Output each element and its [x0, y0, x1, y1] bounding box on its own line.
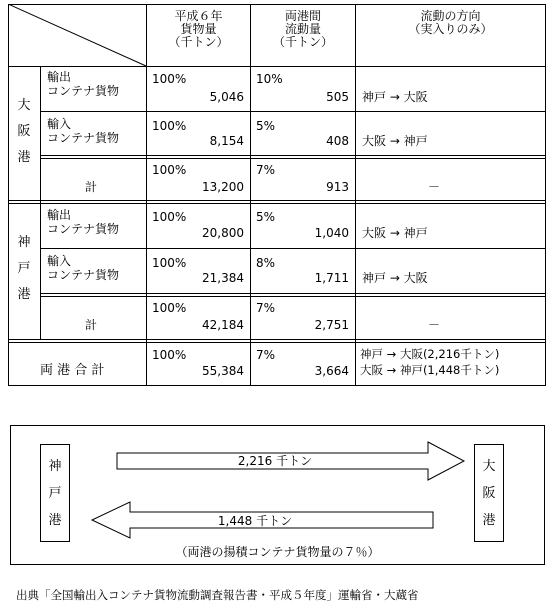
- row-label-total: 計: [85, 180, 98, 194]
- port-name-osaka: 大 阪 港: [17, 98, 31, 165]
- row-label: 輸入 コンテナ貨物: [47, 254, 120, 282]
- flow-value: 1,711: [314, 271, 349, 285]
- row-label: 輸出 コンテナ貨物: [47, 208, 120, 236]
- vol-value: 20,800: [202, 226, 244, 240]
- port-name-kobe: 神 戸 港: [17, 235, 31, 302]
- port-label-kobe: 神 戸 港: [48, 459, 62, 528]
- direction: －: [428, 180, 441, 194]
- flow-pct: 5%: [256, 210, 276, 224]
- header-flow: 両港間 流動量 （千トン）: [272, 9, 333, 49]
- vol-value: 55,384: [202, 364, 244, 378]
- source-note: 出典「全国輸出入コンテナ貨物流動調査報告書・平成５年度」運輸省・大蔵省: [16, 588, 419, 602]
- flow-value: 408: [326, 134, 349, 148]
- direction: 大阪 → 神戸: [362, 134, 428, 148]
- flow-value: 3,664: [314, 364, 349, 378]
- vol-pct: 100%: [152, 72, 187, 86]
- direction: 神戸 → 大阪: [362, 271, 428, 285]
- diagram-caption: （両港の揚積コンテナ貨物量の７％）: [175, 545, 380, 559]
- flow-pct: 5%: [256, 119, 276, 133]
- row-label: 輸入 コンテナ貨物: [47, 117, 120, 145]
- arrow-right-label: 2,216 千トン: [237, 454, 313, 468]
- vol-value: 5,046: [209, 90, 244, 104]
- vol-value: 8,154: [209, 134, 244, 148]
- arrow-left-label: 1,448 千トン: [217, 514, 293, 528]
- flow-pct: 7%: [256, 348, 276, 362]
- row-label-total: 計: [85, 318, 98, 332]
- grand-total-label: 両 港 合 計: [40, 363, 105, 378]
- flow-pct: 7%: [256, 163, 276, 177]
- direction-total-1: 神戸 → 大阪(2,216千トン): [360, 347, 500, 361]
- flow-value: 505: [326, 90, 349, 104]
- vol-pct: 100%: [152, 210, 187, 224]
- flow-value: 913: [326, 180, 349, 194]
- flow-pct: 10%: [256, 72, 283, 86]
- row-label: 輸出 コンテナ貨物: [47, 70, 120, 98]
- direction: 神戸 → 大阪: [362, 90, 428, 104]
- header-direction: 流動の方向 （実入りのみ）: [408, 9, 493, 36]
- flow-pct: 7%: [256, 301, 276, 315]
- direction: 大阪 → 神戸: [362, 226, 428, 240]
- direction-total-2: 大阪 → 神戸(1,448千トン): [360, 363, 500, 377]
- direction: －: [428, 318, 441, 332]
- flow-value: 2,751: [314, 318, 349, 332]
- vol-pct: 100%: [152, 301, 187, 315]
- vol-value: 13,200: [202, 180, 244, 194]
- header-volume: 平成６年 貨物量 （千トン）: [168, 9, 229, 49]
- vol-pct: 100%: [152, 119, 187, 133]
- flow-value: 1,040: [314, 226, 349, 240]
- vol-value: 42,184: [202, 318, 244, 332]
- vol-value: 21,384: [202, 271, 244, 285]
- flow-pct: 8%: [256, 256, 276, 270]
- vol-pct: 100%: [152, 256, 187, 270]
- vol-pct: 100%: [152, 163, 187, 177]
- vol-pct: 100%: [152, 348, 187, 362]
- port-label-osaka: 大 阪 港: [482, 459, 496, 528]
